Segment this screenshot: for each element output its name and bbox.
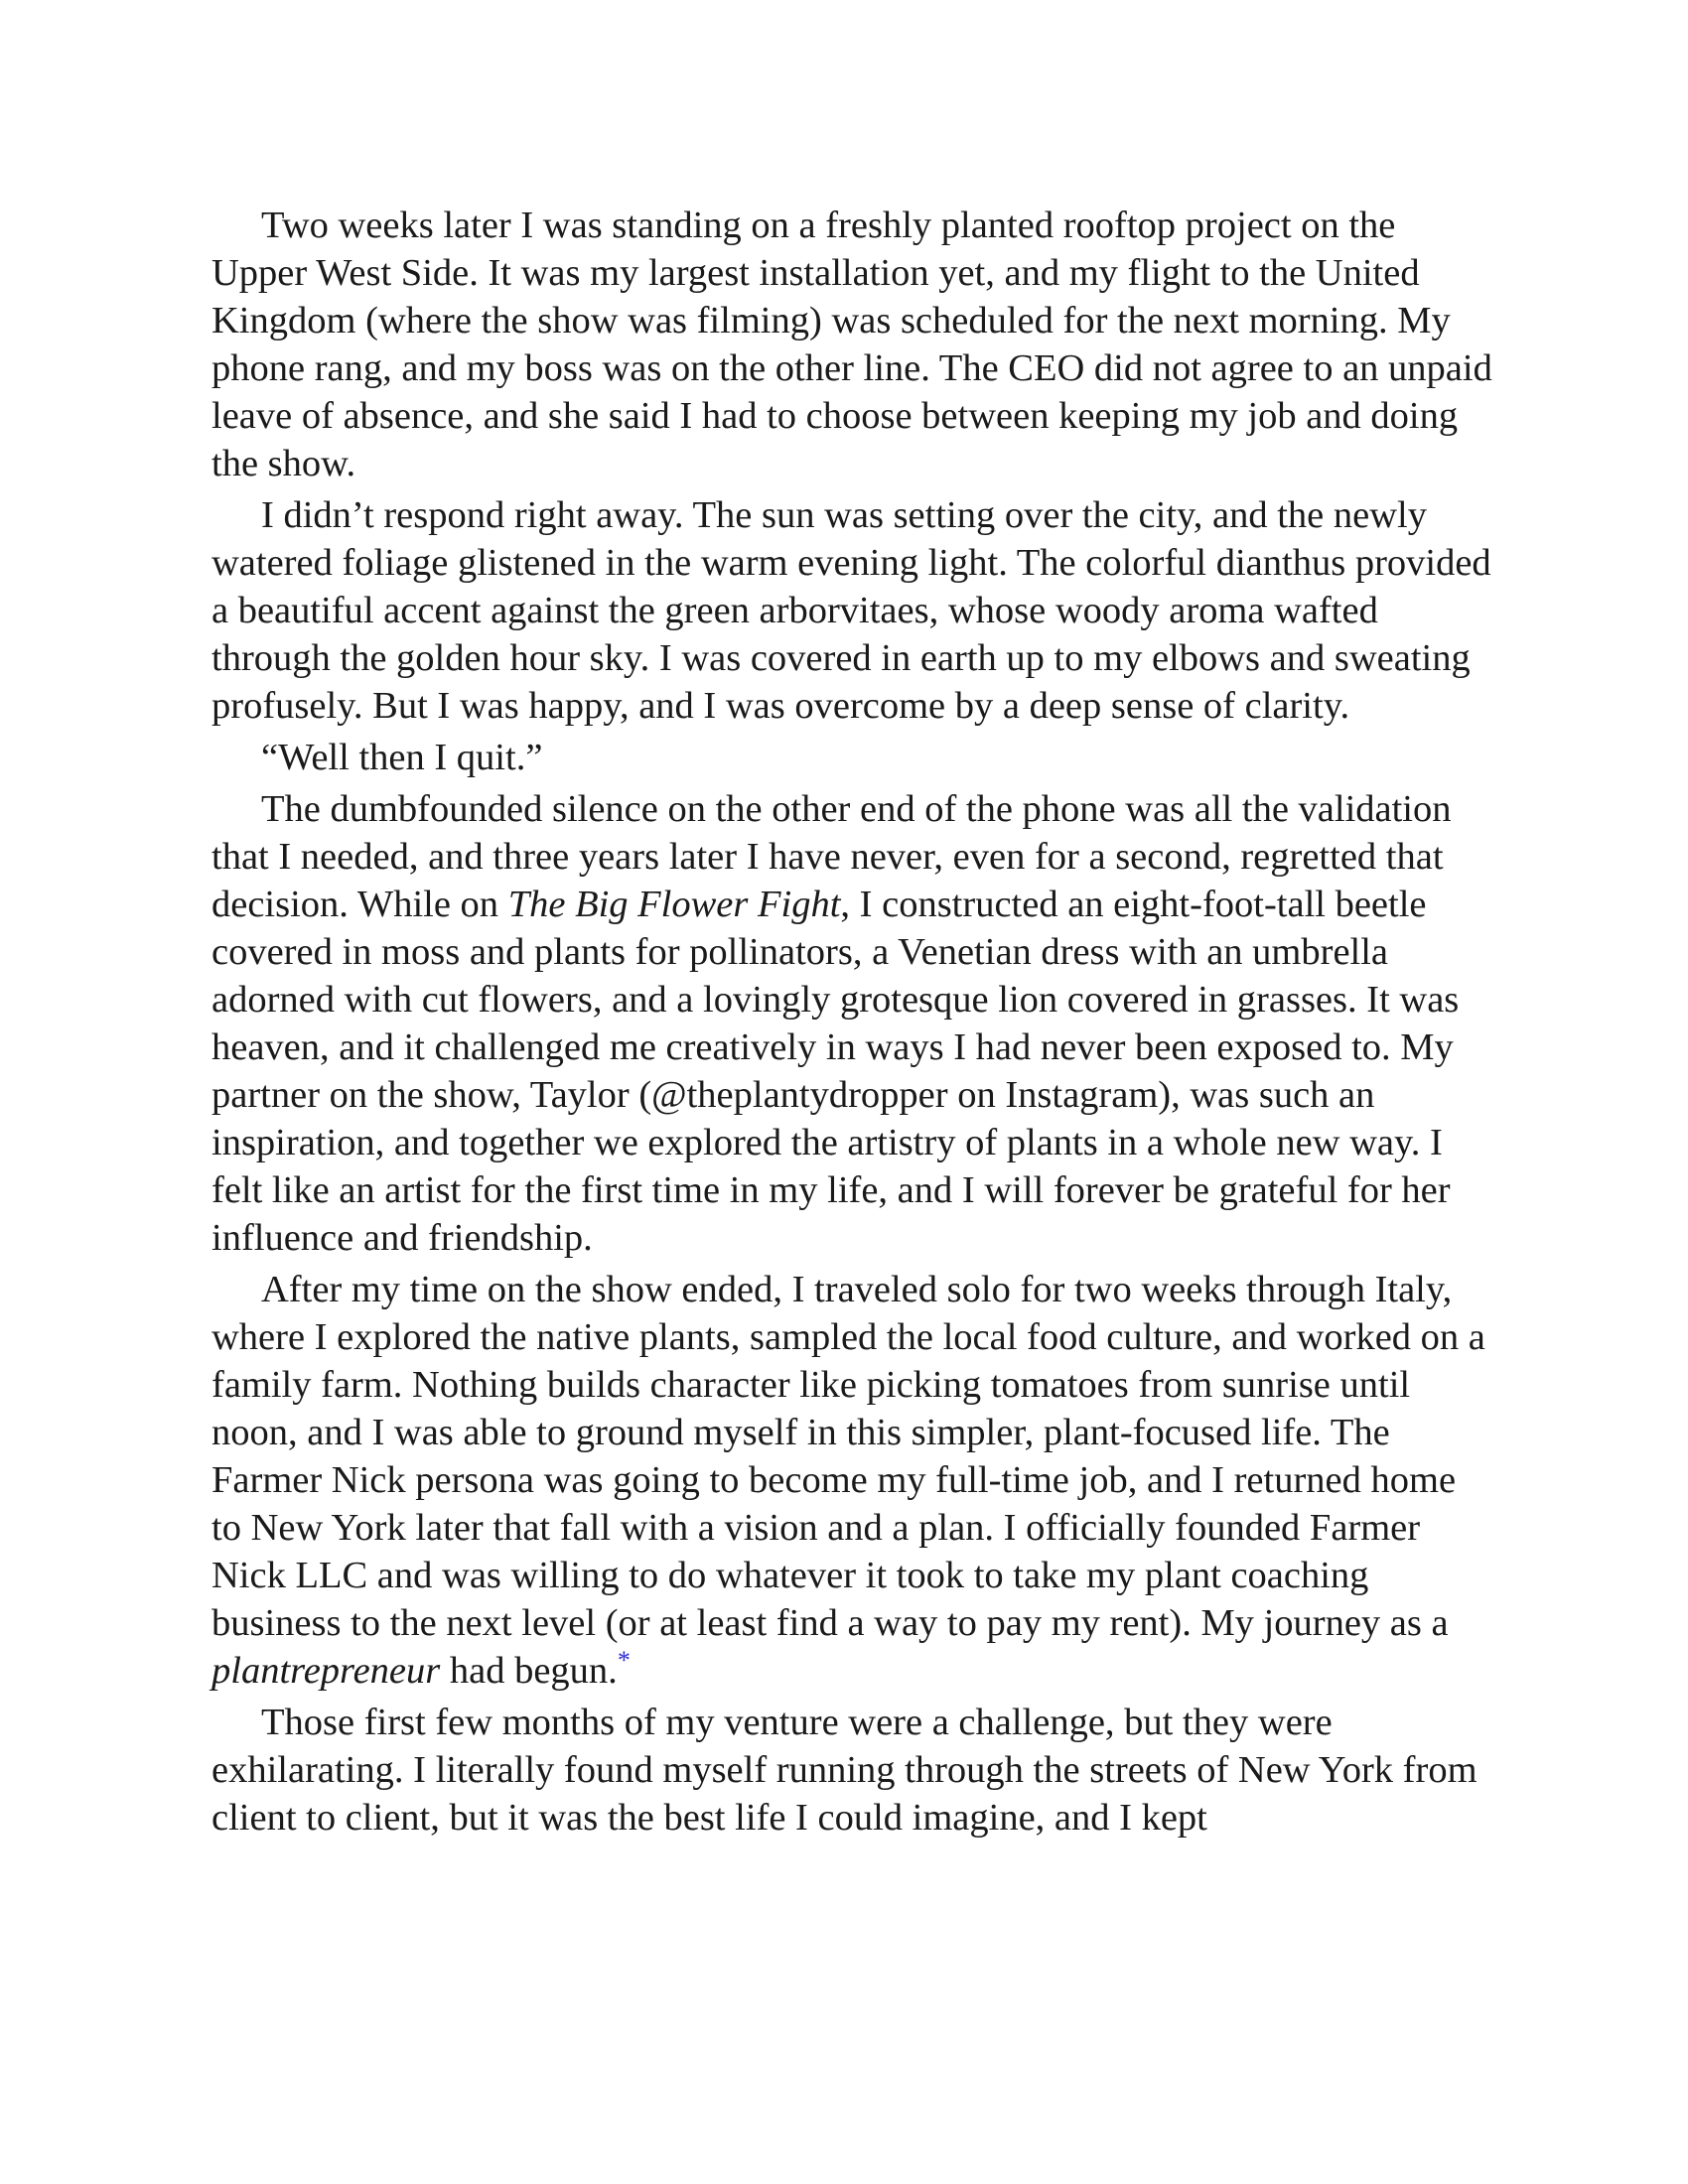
paragraph-3-quote: “Well then I quit.”: [261, 737, 543, 778]
paragraph-4: [211, 785, 1492, 1262]
paragraph-5-text-before: After my time on the show ended, I traveled solo for two weeks through Italy, where I explored the native plants, sampled the local food culture, and worked on a family farm. Nothing builds character like picking tomatoes from sunrise until noon, and I was able to ground myself in this simpler, plant-focused life. The Farmer Nick persona was going to become my full-time job, and I returned home to New York later that fall with a vision and a plan. I officially founded Farmer Nick LLC and was willing to do whatever it took to take my plant coaching business to the next level (or at least find a way to pay my rent). My journey as a: [211, 1269, 1485, 1644]
paragraph-5-text-after: had begun.: [440, 1650, 618, 1692]
paragraph-5: [211, 1266, 1492, 1695]
plantrepreneur-term: plantrepreneur: [211, 1650, 441, 1692]
show-title: The Big Flower Fight: [507, 884, 841, 925]
paragraph-1: Two weeks later I was standing on a freshly planted rooftop project on the Upper West Side. It was my largest installation yet, and my flight to the United Kingdom (where the show was filming) was scheduled for the next morning. My phone rang, and my boss was on the other line. The CEO did not agree to an unpaid leave of absence, and she said I had to choose between keeping my job and doing the show.: [211, 205, 1492, 484]
paragraph-4-text-after: , I constructed an eight-foot-tall beetle covered in moss and plants for pollinators, a Venetian dress with an umbrella adorned with cut flowers, and a lovingly grotesque lion covered in grasses. It was heaven, and it challenged me creatively in ways I had never been exposed to. My partner on the show, Taylor (@theplantydropper on Instagram), was such an inspiration, and together we explored the artistry of plants in a whole new way. I felt like an artist for the first time in my life, and I will forever be grateful for her influence and friendship.: [211, 884, 1460, 1259]
page-body: [211, 202, 1492, 1845]
paragraph-6: Those first few months of my venture were a challenge, but they were exhilarating. I literally found myself running through the streets of New York from client to client, but it was the best life I could imagine, and I kept: [211, 1702, 1477, 1839]
paragraph-2: I didn’t respond right away. The sun was setting over the city, and the newly watered foliage glistened in the warm evening light. The colorful dianthus provided a beautiful accent against the green arborvitaes, whose woody aroma wafted through the golden hour sky. I was covered in earth up to my elbows and sweating profusely. But I was happy, and I was overcome by a deep sense of clarity.: [211, 494, 1491, 727]
footnote-link[interactable]: *: [617, 1646, 631, 1676]
paragraph-4-text-before: The dumbfounded silence on the other end of the phone was all the validation that I needed, and three years later I have never, even for a second, regretted that decision. While on: [211, 788, 1452, 925]
